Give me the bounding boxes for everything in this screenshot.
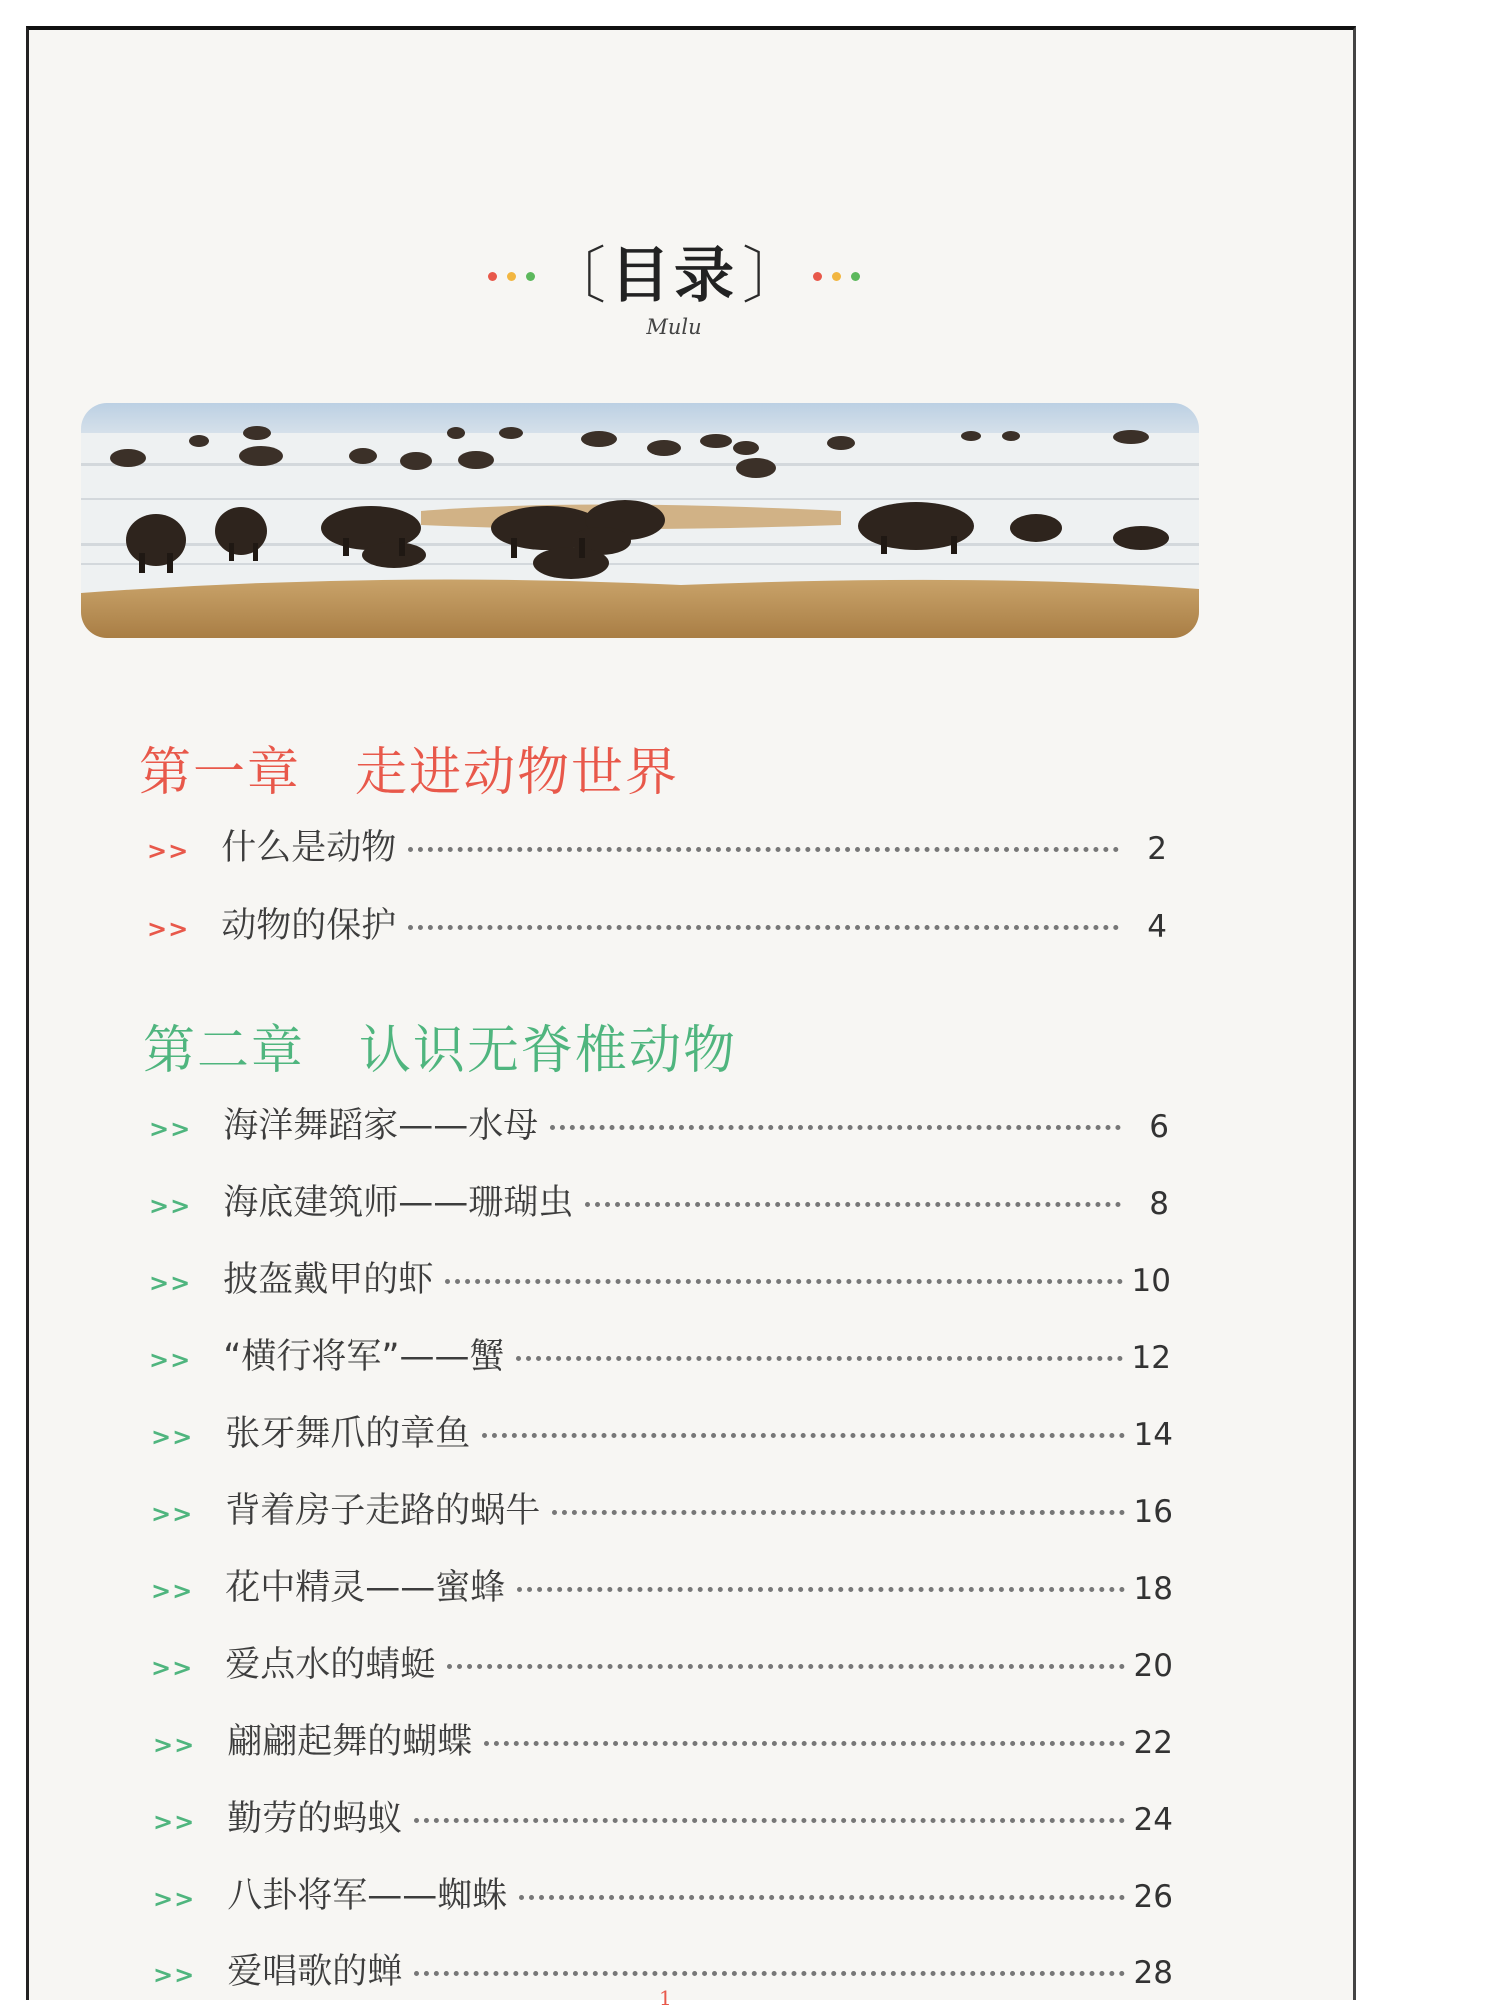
toc-entry[interactable]	[149, 1098, 1169, 1148]
toc-entry[interactable]	[149, 1329, 1171, 1379]
title-bracket-right: 〕	[742, 239, 805, 312]
toc-entry-page: 6	[1149, 1109, 1169, 1145]
page-number: 1	[659, 1986, 672, 2010]
red-dot-icon	[488, 272, 497, 281]
toc-entry-page: 16	[1133, 1494, 1173, 1530]
decorative-dots-right	[808, 272, 865, 281]
toc-entry-label: 张牙舞爪的章鱼	[225, 1414, 471, 1454]
dot-leader	[447, 1664, 1125, 1669]
toc-entry-label: 八卦将军——蜘蛛	[227, 1876, 508, 1916]
toc-entry-page: 22	[1133, 1725, 1173, 1761]
toc-entry-page: 8	[1149, 1186, 1169, 1222]
toc-entry-page: 2	[1147, 831, 1167, 867]
toc-entry-label: 爱点水的蜻蜓	[225, 1645, 436, 1685]
chevron-right-icon: >>	[151, 1423, 194, 1451]
bison-photo-banner	[81, 403, 1199, 638]
toc-entry-label: 海底建筑师——珊瑚虫	[223, 1183, 574, 1223]
toc-entry-page: 12	[1131, 1340, 1171, 1376]
toc-entry-label: 海洋舞蹈家——水母	[223, 1106, 539, 1146]
toc-entry[interactable]	[147, 898, 1167, 948]
dot-leader	[408, 925, 1119, 930]
toc-entry[interactable]	[151, 1406, 1173, 1456]
chapter-number: 第二章	[143, 1021, 306, 1081]
toc-entry[interactable]	[151, 1483, 1173, 1533]
toc-entry-page: 26	[1133, 1879, 1173, 1915]
book-page	[26, 26, 1356, 2010]
chevron-right-icon: >>	[151, 1654, 194, 1682]
toc-entry-label: 背着房子走路的蜗牛	[225, 1491, 541, 1531]
dot-leader	[408, 847, 1119, 852]
toc-entry-label: 披盔戴甲的虾	[223, 1260, 434, 1300]
toc-entry[interactable]	[151, 1637, 1173, 1687]
title-bracket-left: 〔	[543, 239, 606, 312]
dot-leader	[550, 1125, 1121, 1130]
red-dot-icon	[813, 272, 822, 281]
green-dot-icon	[526, 272, 535, 281]
dot-leader	[517, 1587, 1125, 1592]
toc-entry-label: “横行将军”——蟹	[223, 1337, 505, 1377]
toc-entry[interactable]	[149, 1175, 1169, 1225]
chapter-number: 第一章	[139, 743, 302, 803]
chevron-right-icon: >>	[151, 1500, 194, 1528]
decorative-dots-left	[483, 272, 540, 281]
chevron-right-icon: >>	[147, 915, 190, 943]
chapter-2-heading	[143, 1008, 737, 1083]
page-title: 目录	[610, 241, 738, 311]
chevron-right-icon: >>	[149, 1269, 192, 1297]
toc-entry[interactable]	[153, 1714, 1173, 1764]
toc-entry-page: 24	[1133, 1802, 1173, 1838]
toc-entry[interactable]	[153, 1868, 1173, 1918]
chapter-1-heading	[139, 730, 679, 805]
yellow-dot-icon	[832, 272, 841, 281]
toc-entry-label: 花中精灵——蜜蜂	[225, 1568, 506, 1608]
chevron-right-icon: >>	[149, 1192, 192, 1220]
chevron-right-icon: >>	[149, 1346, 192, 1374]
chapter-title: 走进动物世界	[355, 743, 680, 803]
dot-leader	[484, 1741, 1125, 1746]
toc-header	[29, 239, 1319, 339]
toc-entry-label: 动物的保护	[221, 906, 397, 946]
page-subtitle: Mulu	[646, 315, 702, 339]
chevron-right-icon: >>	[149, 1115, 192, 1143]
dot-leader	[585, 1202, 1121, 1207]
chapter-title: 认识无脊椎动物	[359, 1021, 738, 1081]
dot-leader	[482, 1433, 1125, 1438]
chevron-right-icon: >>	[153, 1808, 196, 1836]
toc-entry[interactable]	[153, 1791, 1173, 1841]
dot-leader	[519, 1895, 1125, 1900]
toc-entry-page: 10	[1131, 1263, 1171, 1299]
chevron-right-icon: >>	[153, 1961, 196, 1989]
toc-entry-label: 勤劳的蚂蚁	[227, 1799, 403, 1839]
toc-entry-label: 什么是动物	[221, 828, 397, 868]
toc-entry[interactable]	[151, 1560, 1173, 1610]
chevron-right-icon: >>	[153, 1885, 196, 1913]
chevron-right-icon: >>	[153, 1731, 196, 1759]
dot-leader	[552, 1510, 1125, 1515]
dot-leader	[445, 1279, 1123, 1284]
toc-entry-page: 18	[1133, 1571, 1173, 1607]
toc-entry[interactable]	[149, 1252, 1171, 1302]
chevron-right-icon: >>	[151, 1577, 194, 1605]
toc-entry-label: 翩翩起舞的蝴蝶	[227, 1722, 473, 1762]
dot-leader	[516, 1356, 1123, 1361]
toc-entry-page: 4	[1147, 909, 1167, 945]
dot-leader	[414, 1818, 1125, 1823]
yellow-dot-icon	[507, 272, 516, 281]
green-dot-icon	[851, 272, 860, 281]
chevron-right-icon: >>	[147, 837, 190, 865]
toc-entry-page: 20	[1133, 1648, 1173, 1684]
toc-entry[interactable]	[147, 820, 1167, 870]
toc-entry-page: 14	[1133, 1417, 1173, 1453]
toc-entry-label: 爱唱歌的蝉	[227, 1952, 403, 1992]
dot-leader	[414, 1971, 1125, 1976]
toc-entry-page: 28	[1133, 1955, 1173, 1991]
